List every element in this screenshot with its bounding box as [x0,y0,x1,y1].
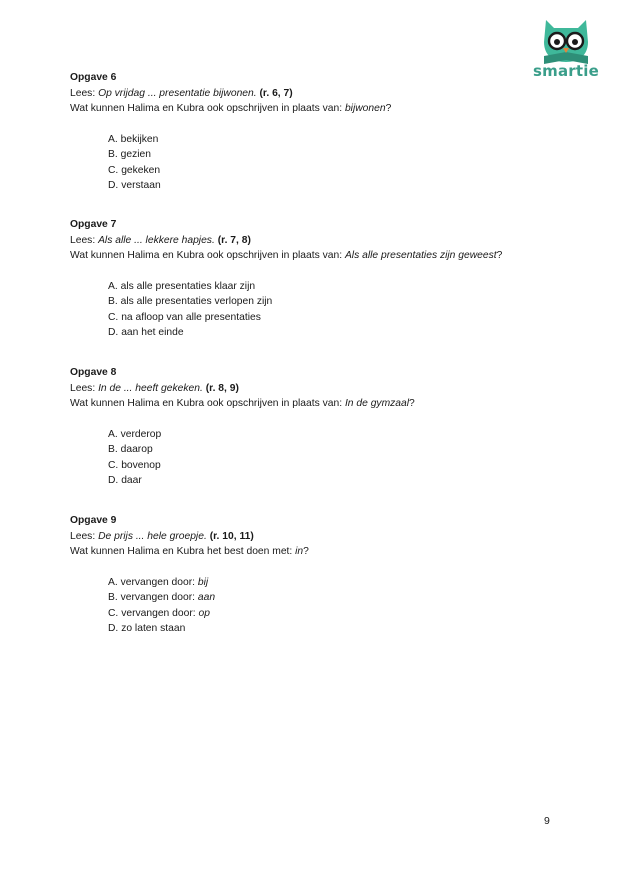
prompt-term: Als alle presentaties zijn geweest [344,250,497,261]
prompt-prefix: Wat kunnen Halima en Kubra ook opschrijven in plaats van: [70,103,345,114]
read-prefix: Lees: [70,87,99,99]
prompt-term: In de gymzaal [344,398,410,409]
read-ref: (r. 7, 8) [217,234,251,246]
options-list [70,575,550,637]
prompt-suffix: ? [496,250,503,261]
option-text: gezien [120,149,151,161]
read-line [70,233,550,249]
option-text: bovenop [121,459,161,471]
option-text: vervangen door: [121,607,199,619]
prompt-term: in [295,546,304,557]
option-b[interactable] [108,590,550,606]
option-a[interactable] [108,575,550,591]
option-text: zo laten staan [121,623,186,635]
question-title: Opgave 6 [70,72,117,83]
read-line [70,381,550,397]
prompt-suffix: ? [303,546,309,557]
read-quote: De prijs ... hele groepje. [98,530,207,542]
options-list [70,279,550,341]
option-text: als alle presentaties verlopen zijn [120,296,273,308]
read-quote: Als alle ... lekkere hapjes. [98,234,215,246]
option-label: A. [108,280,118,292]
prompt-line [70,396,550,412]
option-label: B. [108,444,118,456]
option-term: bij [197,576,209,588]
option-b[interactable] [108,147,550,163]
question-6 [70,70,550,194]
prompt-line [70,101,550,117]
question-9 [70,513,550,637]
option-text: verderop [120,428,162,440]
option-term: op [198,607,210,619]
option-text: vervangen door: [120,576,198,588]
read-prefix: Lees: [70,382,99,394]
option-text: daar [121,475,142,487]
option-a[interactable] [108,427,550,443]
read-quote: In de ... heeft gekeken. [98,382,203,394]
option-label: D. [108,623,119,635]
question-title: Opgave 7 [70,219,117,230]
prompt-suffix: ? [409,398,415,409]
read-ref: (r. 8, 9) [205,382,239,394]
logo-wordmark: smartie [533,62,599,80]
option-a[interactable] [108,132,550,148]
prompt-line [70,248,550,264]
option-label: B. [108,149,118,161]
option-text: vervangen door: [120,592,198,604]
option-text: aan het einde [121,327,184,339]
option-c[interactable] [108,606,550,622]
prompt-term: bijwonen [344,103,386,114]
options-list [70,132,550,194]
option-label: B. [108,592,118,604]
question-title: Opgave 9 [70,515,117,526]
question-title: Opgave 8 [70,367,117,378]
read-line [70,529,550,545]
read-line [70,86,550,102]
option-c[interactable] [108,163,550,179]
option-b[interactable] [108,294,550,310]
option-text: gekeken [121,164,161,176]
option-a[interactable] [108,279,550,295]
option-label: D. [108,180,119,192]
prompt-suffix: ? [385,103,392,114]
option-text: verstaan [121,180,161,192]
option-text: daarop [120,444,153,456]
option-label: C. [108,607,119,619]
option-c[interactable] [108,310,550,326]
option-label: C. [108,311,119,323]
option-label: A. [108,428,118,440]
options-list [70,427,550,489]
option-label: C. [108,459,119,471]
option-c[interactable] [108,458,550,474]
read-ref: (r. 10, 11) [209,530,254,542]
option-label: B. [108,296,118,308]
prompt-prefix: Wat kunnen Halima en Kubra het best doen met: [70,546,296,557]
prompt-prefix: Wat kunnen Halima en Kubra ook opschrijven in plaats van: [70,398,345,409]
prompt-line [70,544,550,560]
read-prefix: Lees: [70,234,99,246]
option-label: C. [108,164,119,176]
read-ref: (r. 6, 7) [259,87,293,99]
read-prefix: Lees: [70,530,99,542]
option-label: D. [108,327,119,339]
option-text: na afloop van alle presentaties [121,311,261,323]
option-d[interactable] [108,473,550,489]
option-d[interactable] [108,621,550,637]
question-8 [70,365,550,489]
option-label: A. [108,133,118,145]
question-7 [70,217,550,341]
option-d[interactable] [108,325,550,341]
option-d[interactable] [108,178,550,194]
option-term: aan [197,592,216,604]
prompt-prefix: Wat kunnen Halima en Kubra ook opschrijven in plaats van: [70,250,345,261]
read-quote: Op vrijdag ... presentatie bijwonen. [98,87,257,99]
option-label: A. [108,576,118,588]
option-text: bekijken [120,133,159,145]
option-text: als alle presentaties klaar zijn [120,280,256,292]
option-label: D. [108,475,119,487]
option-b[interactable] [108,442,550,458]
page-number: 9 [544,815,550,827]
